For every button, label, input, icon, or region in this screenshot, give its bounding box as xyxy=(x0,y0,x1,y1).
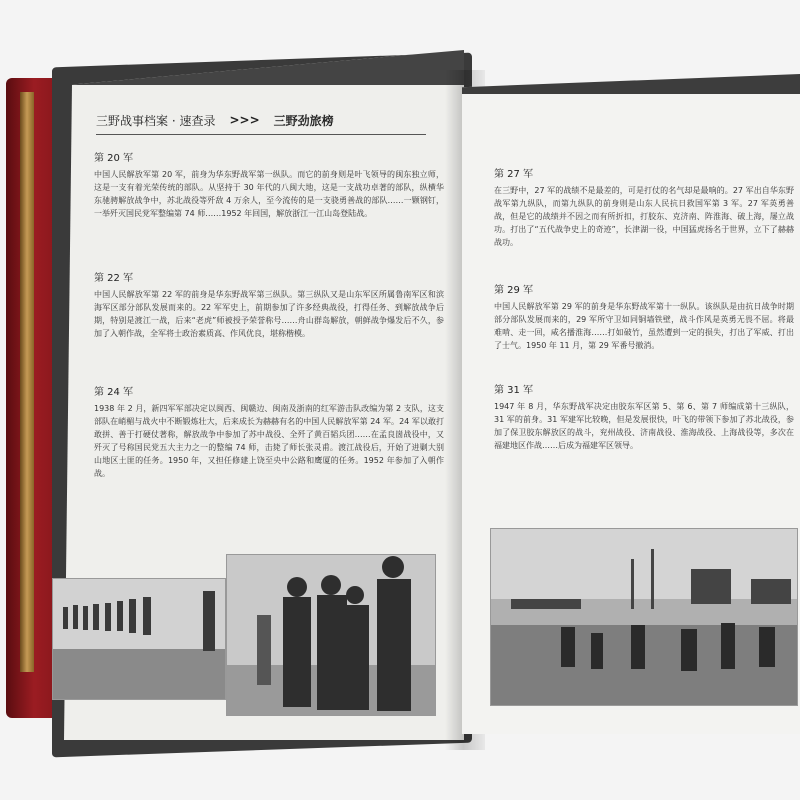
photo-beach-landing xyxy=(490,528,798,706)
section-title: 第 31 军 xyxy=(494,385,534,396)
right-page-top-band xyxy=(462,74,800,94)
section-title: 第 24 军 xyxy=(94,387,134,398)
section-20th-army xyxy=(94,152,444,220)
section-24th-army xyxy=(94,386,444,480)
book-spine-gold-trim xyxy=(20,92,34,672)
header-section-title: 三野劲旅榜 xyxy=(273,113,334,128)
section-body: 在三野中，27 军的战绩不是最差的，可是打仗的名气却是最响的。27 军出自华东野战军第九纵队，而第九纵队的前身则是山东人民抗日救国军第 3 军。27 军英勇善战，但是它的战绩并不因之而有所折扣，打胶东、克济南、阵淮海、破上海，屡立战功。打出了“五代战争史上的奇迹”，长津湖一役，中国猛虎扬名于世界，立下了赫赫战功。 xyxy=(494,186,794,247)
section-29th-army xyxy=(494,284,794,352)
photo-officers-group xyxy=(226,554,436,716)
section-body: 1947 年 8 月，华东野战军决定由胶东军区第 5、第 6、第 7 师编成第十三纵队，31 军的前身。31 军建军比较晚，但是发展很快，叶飞的带领下参加了苏北战役，参加了保卫胶东解放区的战斗，兖州战役、济南战役、淮海战役、上海战役等，多次在福建地区作战……后成为福建军区领导。 xyxy=(494,402,794,450)
header-rule xyxy=(96,134,426,135)
section-27th-army xyxy=(494,168,794,249)
section-title: 第 20 军 xyxy=(94,153,134,164)
photo-marching-soldiers xyxy=(52,578,226,700)
section-body: 1938 年 2 月，新四军军部决定以闽西、闽赣边、闽南及浙南的红军游击队改编为第 2 支队，这支部队在峭楣与战火中不断锻炼壮大，后来成长为赫赫有名的中国人民解放军第 24 军。24 军以敢打敢拼、善于打硬仗著称，解放战争中参加了苏中战役、全歼了黄百韬兵团……在孟良崮战役中，又歼灭了号称国民党五大主力之一的整编 74 师，击毙了师长张灵甫。渡江战役后，开始了进剿大别山地区土匪的任务。1950 年，又担任修建上饶至央中公路和鹰厦的任务。1952 年参加了入朝作战。 xyxy=(94,404,444,478)
section-title: 第 29 军 xyxy=(494,285,534,296)
section-22nd-army xyxy=(94,272,444,340)
section-body: 中国人民解放军第 20 军，前身为华东野战军第一纵队。而它的前身则是叶飞领导的闽东独立师，这是一支有着光荣传统的部队。从坚持于 30 年代的八闽大地，这是一支战功卓著的部队，纵横华东驰骋解放战争中，苏北战役等歼敌 4 万余人，至今流传的是一支骁勇善战的部队……一颗钢钉，一举歼灭国民党军整编第 74 师……1952 年回国，解放浙江一江山岛登陆战。 xyxy=(94,170,444,218)
section-body: 中国人民解放军第 22 军的前身是华东野战军第三纵队。第三纵队又是山东军区所属鲁南军区和滨海军区部分部队发展而来的。22 军军史上，前期参加了许多经典战役，打得任务、到解放战争后期，特别是渡江一战，后来“老虎”师被授予荣誉称号……舟山群岛解放，朝鲜战争爆发后不久，参加了入朝作战，全军将士政治素质高、作风优良，堪称楷模。 xyxy=(94,290,444,338)
section-title: 第 22 军 xyxy=(94,273,134,284)
section-title: 第 27 军 xyxy=(494,169,534,180)
header-series-title: 三野战事档案 · 速查录 xyxy=(96,113,216,128)
section-31st-army xyxy=(494,384,794,452)
section-body: 中国人民解放军第 29 军的前身是华东野战军第十一纵队。该纵队是由抗日战争时期部分部队发展而来的，29 军所守卫如同铜墙铁壁，战斗作风是英勇无畏不屈。将最难啃、走一回，咸名播淮海……打如破竹，虽然遭到一定的损失，打出了军威、打出了士气。1950 年 11 月，第 29 军番号撤消。 xyxy=(494,302,794,350)
header-separator: >>> xyxy=(229,113,260,127)
page-header xyxy=(96,106,416,134)
